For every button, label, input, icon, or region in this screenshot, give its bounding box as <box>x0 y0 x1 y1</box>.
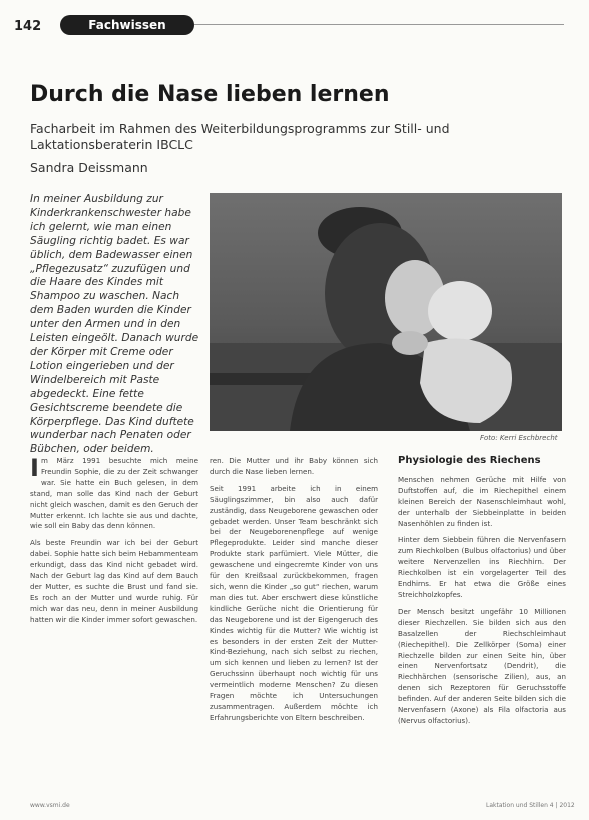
photo-illustration <box>210 193 562 431</box>
footer-issue: Laktation und Stillen 4 | 2012 <box>486 802 575 809</box>
paragraph: Der Mensch besitzt ungefähr 10 Millionen dieser Riechzellen. Sie bilden sich aus den Basalzellen der Riechschleimhaut (Riechepithel). Die Zellkörper (Soma) einer Riechzelle bilden zur einen Seite hin, über einen Nervenfortsatz (Dendrit), die Riechhärchen (sensorische Zilien), aus, an denen sich Rezeptoren für Geruchsstoffe befinden. Auf der anderen Seite bilden sich die Nervenfasern (Axone) als Fila olfactoria aus (Nervus olfactorius). <box>398 606 566 725</box>
intro-text: In meiner Ausbildung zur Kinderkrankenschwester habe ich gelernt, wie man einen Säugling richtig badet. Es war üblich, dem Badewasser einen „Pflegezusatz“ zuzufügen und die Haare des Kindes mit Shampoo zu waschen. Nach dem Baden wurden die Kinder unter den Armen und in den Leisten eingeölt. Danach wurde der Körper mit Creme oder Lotion eingerieben und der Windelbereich mit Paste abgedeckt. Eine fette Gesichtscreme beendete die Körperpflege. Das Kind duftete wunderbar nach Penaten oder Bübchen, oder beidem. <box>30 193 199 456</box>
article-author: Sandra Deissmann <box>30 160 148 175</box>
drop-cap: I <box>30 454 39 482</box>
mother-baby-photo <box>210 193 562 431</box>
paragraph <box>30 456 198 532</box>
body-column-2 <box>210 456 378 730</box>
paragraph: Als beste Freundin war ich bei der Geburt dabei. Sophie hatte sich beim Hebammenteam erkundigt, dass das Kind nicht gebadet wird. Nach der Geburt lag das Kind auf dem Bauch der Mutter, es suchte die Brust und fand sie. Es roch an der Mutter und wurde ruhig. Für mich war das neu, denn in meiner Ausbildung hatten wir die Kinder immer sofort gewaschen. <box>30 538 198 624</box>
paragraph: Menschen nehmen Gerüche mit Hilfe von Duftstoffen auf, die im Riechepithel einem kleinen Bereich der Nasenschleimhaut wohl, der unterhalb der Siebbeinplatte in beiden Nasenhöhlen zu finden ist. <box>398 474 566 528</box>
photo-caption: Foto: Kerri Eschbrecht <box>480 434 558 442</box>
paragraph: Hinter dem Siebbein führen die Nervenfasern zum Riechkolben (Bulbus olfactorius) und über weitere Nervenzellen ins Riechhirn. Der Riechkolben ist ein vorgelagerter Teil des Endhirns. Er hat etwa die Größe eines Streichholzkopfes. <box>398 535 566 599</box>
article-title: Durch die Nase lieben lernen <box>30 82 390 107</box>
paragraph: ren. Die Mutter und ihr Baby können sich durch die Nase lieben lernen. <box>210 456 378 476</box>
section-tab: Fachwissen <box>60 15 194 35</box>
body-column-1 <box>30 456 198 632</box>
paragraph-text: m März 1991 besuchte mich meine Freundin Sophie, die zu der Zeit schwanger war. Sie hatte ein Buch gelesen, in dem stand, man solle das Kind nach der Geburt nicht gleich waschen, damit es den Geruch der Mutter erkennt. Ich lachte sie aus und dachte, wie soll ein Baby das denn können. <box>30 456 198 531</box>
article-subtitle: Facharbeit im Rahmen des Weiterbildungsprogramms zur Still- und Laktationsberaterin IBCLC <box>30 121 450 152</box>
body-column-3 <box>398 456 566 733</box>
footer-website: www.vsmi.de <box>30 802 70 809</box>
page-number: 142 <box>14 19 42 34</box>
header-rule <box>194 24 564 25</box>
paragraph: Seit 1991 arbeite ich in einem Säuglingszimmer, bin also auch dafür zuständig, dass Neugeborene gewaschen oder gebadet werden. Unser Team beschränkt sich bei der Neugeborenenpflege auf wenige Pflegeprodukte. Leider sind manche dieser Produkte stark parfümiert. Viele Mütter, die gewaschene und eingecremte Kinder von uns für den Kreißsaal zurückbekommen, fragen sich, wenn die Kinder „so gut“ riechen, warum man dies tut. Aber erschwert diese künstliche kindliche Gerüche nicht die Orientierung für das Neugeborene und ist der Eigengeruch des Kindes wichtig für die Mutter? Wie wichtig ist es besonders in der ersten Zeit der Mutter-Kind-Beziehung, nach sich selbst zu riechen, um sich kennen und lieben zu lernen? Ist der Geruchssinn überhaupt noch wichtig für uns vermeintlich moderne Menschen? Zu diesen Fragen möchte ich Untersuchungen zusammentragen. Außerdem möchte ich Erfahrungsberichte von Eltern beschreiben. <box>210 483 378 722</box>
section-heading: Physiologie des Riechens <box>398 455 541 466</box>
